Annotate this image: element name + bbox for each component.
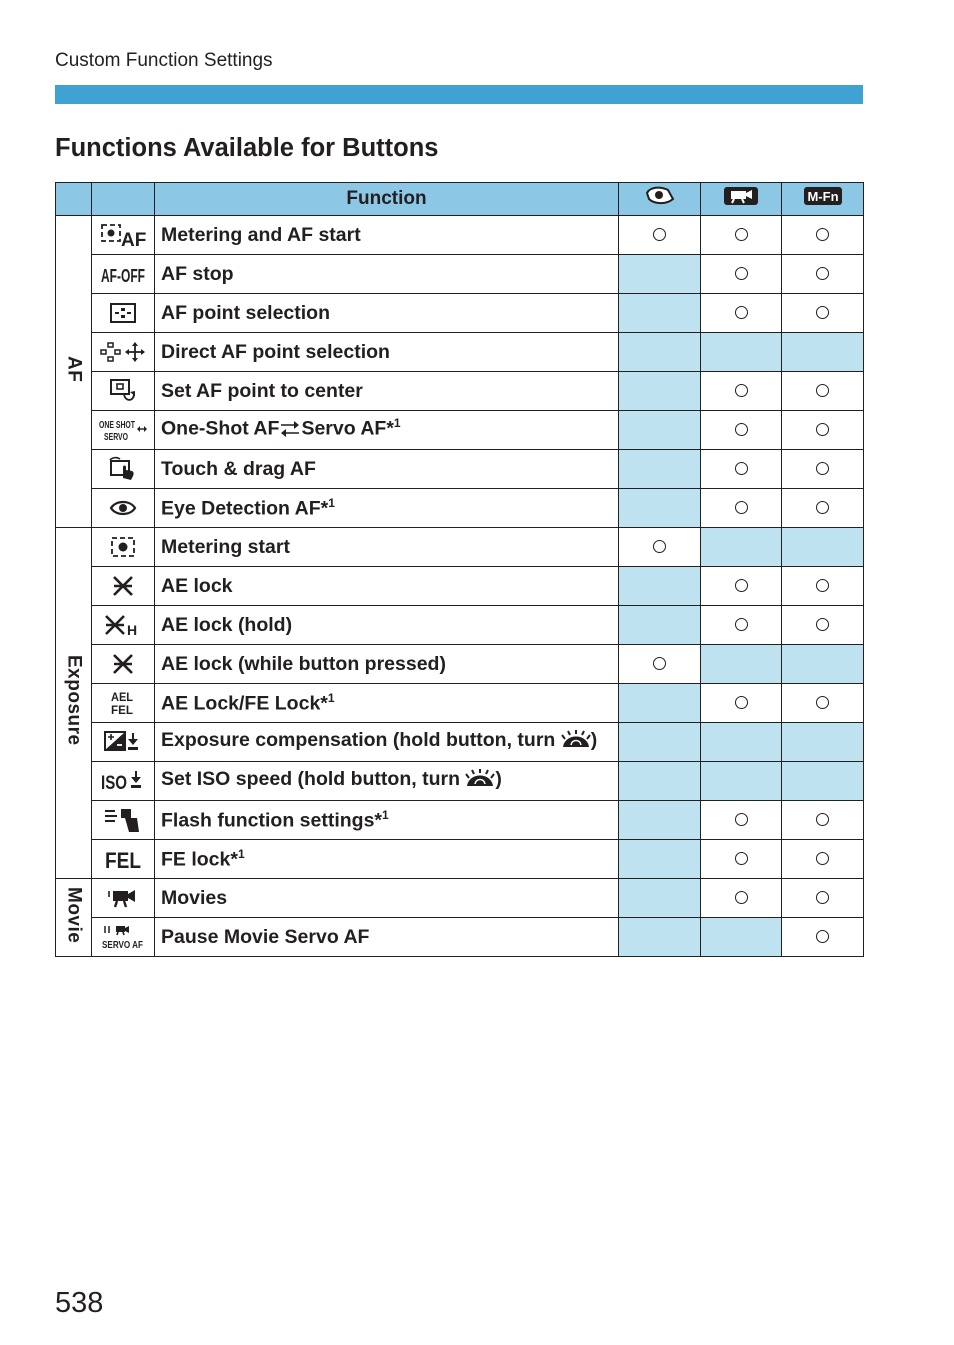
available-mark xyxy=(735,267,748,280)
icon-text: FEL xyxy=(105,848,141,873)
availability-cell xyxy=(701,606,782,645)
group-label: Movie xyxy=(63,886,85,944)
availability-cell xyxy=(701,411,782,450)
unavailable-cell xyxy=(619,723,701,762)
availability-cell xyxy=(782,372,864,411)
footnote-marker: 1 xyxy=(327,690,335,705)
header-still-shooting xyxy=(619,183,701,216)
group-label-cell xyxy=(56,216,92,528)
af-point-center-icon xyxy=(92,372,155,411)
available-mark xyxy=(816,618,829,631)
unavailable-cell xyxy=(782,723,864,762)
unavailable-cell xyxy=(701,762,782,801)
footnote-marker: 1 xyxy=(237,846,245,861)
unavailable-cell xyxy=(701,528,782,567)
switch-arrows-icon xyxy=(279,420,301,444)
function-name-cell xyxy=(155,411,619,450)
unavailable-cell xyxy=(619,489,701,528)
function-name-cell xyxy=(155,684,619,723)
group-label: AF xyxy=(63,355,85,383)
unavailable-cell xyxy=(782,645,864,684)
exposure-comp-icon xyxy=(92,723,155,762)
available-mark xyxy=(735,579,748,592)
table-row xyxy=(56,606,864,645)
available-mark xyxy=(735,813,748,826)
available-mark xyxy=(653,657,666,670)
icon-text: SERVO xyxy=(104,431,128,443)
function-name-cell xyxy=(155,840,619,879)
available-mark xyxy=(816,813,829,826)
footnote-marker: 1 xyxy=(393,416,401,431)
function-name-cell xyxy=(155,801,619,840)
header-empty-cell xyxy=(92,183,155,216)
available-mark xyxy=(816,267,829,280)
function-label: AE lock (hold) xyxy=(161,613,293,636)
movie-icon xyxy=(723,190,759,211)
function-name-cell xyxy=(155,528,619,567)
flash-settings-icon xyxy=(92,801,155,840)
mfn-icon xyxy=(803,190,843,211)
available-mark xyxy=(816,930,829,943)
unavailable-cell xyxy=(701,645,782,684)
availability-cell xyxy=(701,372,782,411)
unavailable-cell xyxy=(619,762,701,801)
availability-cell xyxy=(701,567,782,606)
table-row xyxy=(56,489,864,528)
direct-af-point-icon xyxy=(92,333,155,372)
function-name-cell xyxy=(155,450,619,489)
unavailable-cell xyxy=(701,333,782,372)
available-mark xyxy=(816,852,829,865)
function-name-cell xyxy=(155,645,619,684)
unavailable-cell xyxy=(619,879,701,918)
availability-cell xyxy=(619,645,701,684)
availability-cell xyxy=(782,879,864,918)
available-mark xyxy=(735,618,748,631)
fe-lock-icon xyxy=(92,840,155,879)
availability-cell xyxy=(782,255,864,294)
available-mark xyxy=(816,228,829,241)
function-label: Metering start xyxy=(161,535,290,558)
group-label: Exposure xyxy=(63,655,85,746)
still-shooting-icon xyxy=(644,191,676,212)
function-name-cell xyxy=(155,762,619,801)
unavailable-cell xyxy=(782,762,864,801)
unavailable-cell xyxy=(701,918,782,957)
function-label-after: ) xyxy=(495,768,502,790)
eye-detection-icon xyxy=(92,489,155,528)
function-name-cell xyxy=(155,918,619,957)
available-mark xyxy=(816,501,829,514)
header-mfn xyxy=(782,183,864,216)
availability-cell xyxy=(782,294,864,333)
running-head: Custom Function Settings xyxy=(55,50,273,71)
table-row xyxy=(56,879,864,918)
movie-icon xyxy=(92,879,155,918)
unavailable-cell xyxy=(619,333,701,372)
table-row xyxy=(56,216,864,255)
available-mark xyxy=(816,891,829,904)
unavailable-cell xyxy=(619,801,701,840)
availability-cell xyxy=(701,801,782,840)
availability-cell xyxy=(782,840,864,879)
table-row xyxy=(56,801,864,840)
available-mark xyxy=(816,306,829,319)
unavailable-cell xyxy=(619,411,701,450)
table-row xyxy=(56,684,864,723)
unavailable-cell xyxy=(619,450,701,489)
icon-text: AEL xyxy=(111,690,133,704)
touch-drag-icon xyxy=(92,450,155,489)
function-name-cell xyxy=(155,372,619,411)
function-label: FE lock* xyxy=(161,848,238,871)
available-mark xyxy=(735,306,748,319)
availability-cell xyxy=(701,216,782,255)
function-name-cell xyxy=(155,255,619,294)
unavailable-cell xyxy=(782,333,864,372)
table-row xyxy=(56,567,864,606)
header-movie xyxy=(701,183,782,216)
ae-lock-icon xyxy=(92,645,155,684)
icon-text: SERVO AF xyxy=(102,939,144,951)
table-row xyxy=(56,528,864,567)
function-label: AF stop xyxy=(161,262,234,285)
header-function: Function xyxy=(155,183,619,216)
available-mark xyxy=(735,228,748,241)
function-label-after: Servo AF* xyxy=(301,417,394,440)
availability-cell xyxy=(701,255,782,294)
unavailable-cell xyxy=(619,294,701,333)
unavailable-cell xyxy=(619,567,701,606)
unavailable-cell xyxy=(619,255,701,294)
ae-lock-icon xyxy=(92,567,155,606)
function-label: Exposure compensation (hold button, turn xyxy=(161,729,561,751)
unavailable-cell xyxy=(782,528,864,567)
availability-cell xyxy=(782,489,864,528)
function-label: AF point selection xyxy=(161,301,331,324)
availability-cell xyxy=(782,606,864,645)
header-empty-cell xyxy=(56,183,92,216)
group-label-cell xyxy=(56,879,92,957)
icon-text: H xyxy=(127,622,138,638)
function-label: Direct AF point selection xyxy=(161,340,390,363)
footnote-marker: 1 xyxy=(328,495,335,510)
available-mark xyxy=(653,228,666,241)
available-mark xyxy=(735,384,748,397)
function-name-cell xyxy=(155,333,619,372)
function-name-cell xyxy=(155,216,619,255)
icon-text: AF-OFF xyxy=(101,266,145,286)
availability-cell xyxy=(782,801,864,840)
available-mark xyxy=(735,891,748,904)
iso-speed-icon xyxy=(92,762,155,801)
table-row xyxy=(56,645,864,684)
table-row xyxy=(56,450,864,489)
function-label: Flash function settings* xyxy=(161,809,383,832)
function-label: Pause Movie Servo AF xyxy=(161,925,370,948)
function-label-after: ) xyxy=(590,729,598,751)
available-mark xyxy=(735,462,748,475)
function-name-cell xyxy=(155,723,619,762)
availability-cell xyxy=(619,216,701,255)
header-accent-bar xyxy=(55,85,863,104)
page-number: 538 xyxy=(55,1287,104,1319)
table-header-row xyxy=(56,183,864,216)
function-label: AE lock xyxy=(161,574,233,597)
function-label: Touch & drag AF xyxy=(161,457,316,480)
function-label: AE lock (while button pressed) xyxy=(161,652,446,675)
table-row xyxy=(56,372,864,411)
unavailable-cell xyxy=(619,840,701,879)
unavailable-cell xyxy=(619,606,701,645)
one-shot-servo-icon xyxy=(92,411,155,450)
function-name-cell xyxy=(155,294,619,333)
table-row xyxy=(56,255,864,294)
table-body xyxy=(56,216,864,957)
available-mark xyxy=(816,462,829,475)
main-dial-icon xyxy=(561,729,591,755)
available-mark xyxy=(735,423,748,436)
icon-text: ONE SHOT xyxy=(99,419,136,431)
availability-cell xyxy=(701,840,782,879)
table-row xyxy=(56,723,864,762)
function-name-cell xyxy=(155,606,619,645)
icon-text: ISO xyxy=(101,773,127,794)
pause-movie-servo-icon xyxy=(92,918,155,957)
icon-text: M-Fn xyxy=(806,189,839,204)
af-point-selection-icon xyxy=(92,294,155,333)
availability-cell xyxy=(619,528,701,567)
available-mark xyxy=(816,696,829,709)
function-label: Metering and AF start xyxy=(161,223,361,246)
table-row xyxy=(56,411,864,450)
availability-cell xyxy=(782,918,864,957)
availability-cell xyxy=(782,411,864,450)
available-mark xyxy=(816,579,829,592)
af-off-icon xyxy=(92,255,155,294)
available-mark xyxy=(735,852,748,865)
availability-cell xyxy=(701,450,782,489)
available-mark xyxy=(653,540,666,553)
function-label: Set AF point to center xyxy=(161,379,363,402)
function-label: Eye Detection AF* xyxy=(161,497,329,520)
function-label: AE Lock/FE Lock* xyxy=(161,692,328,715)
function-name-cell xyxy=(155,567,619,606)
table-row xyxy=(56,762,864,801)
function-label: Movies xyxy=(161,886,228,909)
unavailable-cell xyxy=(619,918,701,957)
availability-cell xyxy=(782,684,864,723)
table-row xyxy=(56,918,864,957)
main-dial-icon xyxy=(465,768,495,794)
section-heading: Functions Available for Buttons xyxy=(55,134,439,162)
metering-start-icon xyxy=(92,528,155,567)
availability-cell xyxy=(782,450,864,489)
availability-cell xyxy=(782,216,864,255)
button-functions-table xyxy=(55,182,864,957)
table-row xyxy=(56,294,864,333)
unavailable-cell xyxy=(701,723,782,762)
metering-af-start-icon xyxy=(92,216,155,255)
icon-text: FEL xyxy=(111,703,133,717)
unavailable-cell xyxy=(619,372,701,411)
unavailable-cell xyxy=(619,684,701,723)
function-name-cell xyxy=(155,879,619,918)
availability-cell xyxy=(701,294,782,333)
available-mark xyxy=(816,423,829,436)
function-label: One-Shot AF xyxy=(161,417,280,440)
availability-cell xyxy=(701,489,782,528)
icon-text: AF xyxy=(121,230,147,251)
available-mark xyxy=(735,501,748,514)
footnote-marker: 1 xyxy=(382,807,389,822)
function-label: Set ISO speed (hold button, turn xyxy=(161,768,466,790)
ae-lock-hold-icon xyxy=(92,606,155,645)
availability-cell xyxy=(782,567,864,606)
function-name-cell xyxy=(155,489,619,528)
available-mark xyxy=(735,696,748,709)
table-row xyxy=(56,333,864,372)
group-label-cell xyxy=(56,528,92,879)
table-row xyxy=(56,840,864,879)
ael-fel-icon xyxy=(92,684,155,723)
availability-cell xyxy=(701,879,782,918)
availability-cell xyxy=(701,684,782,723)
available-mark xyxy=(816,384,829,397)
